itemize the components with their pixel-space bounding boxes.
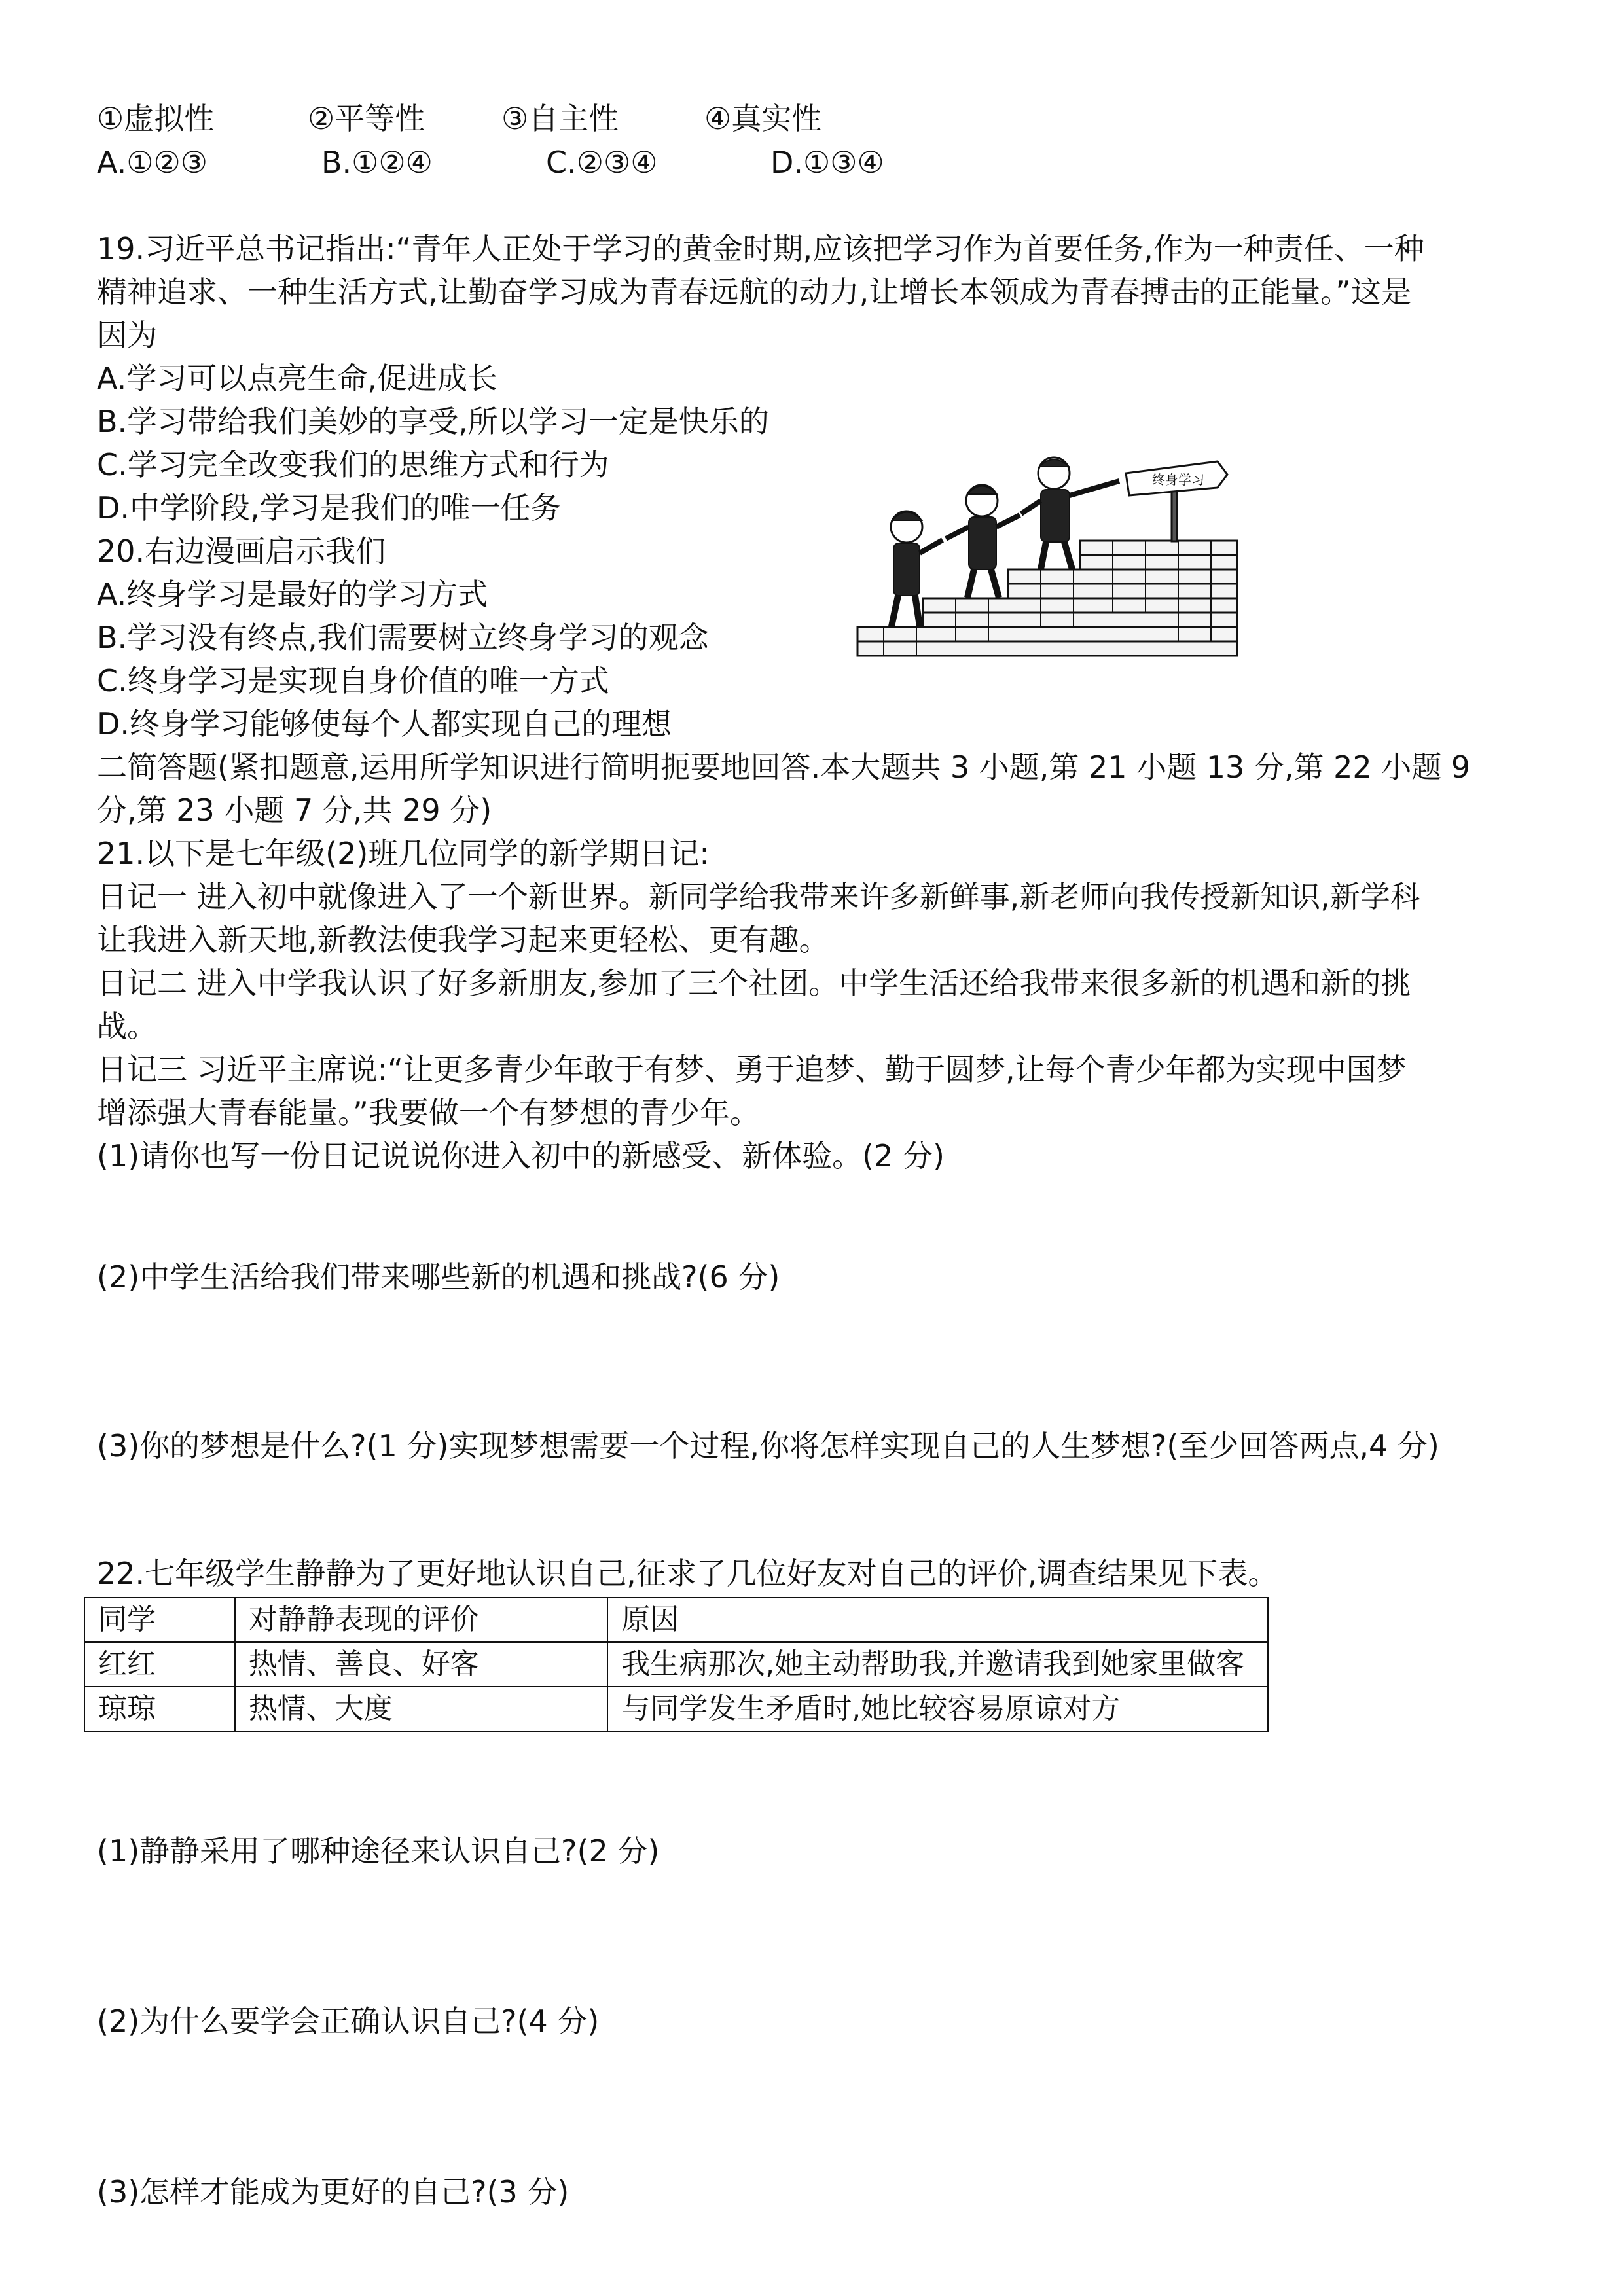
q21-diary-line-6: 增添强大青春能量。”我要做一个有梦想的青少年。	[97, 1095, 760, 1130]
q21-sub1: (1)请你也写一份日记说说你进入初中的新感受、新体验。(2 分)	[97, 1138, 945, 1174]
q18-option-d: D.①③④	[770, 145, 884, 180]
table-cell: 琼琼	[84, 1687, 235, 1731]
q19-option-b: B.学习带给我们美妙的享受,所以学习一定是快乐的	[97, 404, 769, 439]
q20-stem: 20.右边漫画启示我们	[97, 533, 386, 569]
q18-statement-1: ①虚拟性	[97, 101, 215, 136]
table-header-row	[84, 1598, 1268, 1642]
q21-diary-line-1: 日记一 进入初中就像进入了一个新世界。新同学给我带来许多新鲜事,新老师向我传授新知识,新学科	[97, 879, 1420, 914]
q18-option-b: B.①②④	[321, 145, 433, 180]
q22-sub1: (1)静静采用了哪种途径来认识自己?(2 分)	[97, 1833, 660, 1869]
table-cell: 热情、善良、好客	[235, 1642, 607, 1687]
q22-intro: 22.七年级学生静静为了更好地认识自己,征求了几位好友对自己的评价,调查结果见下表。	[97, 1556, 1278, 1591]
q20-option-d: D.终身学习能够使每个人都实现自己的理想	[97, 706, 672, 742]
q18-statement-3: ③自主性	[501, 101, 619, 136]
signpost	[1126, 461, 1227, 541]
q22-sub3: (3)怎样才能成为更好的自己?(3 分)	[97, 2174, 569, 2210]
q21-diary-line-4: 战。	[97, 1009, 157, 1044]
table-cell: 热情、大度	[235, 1687, 607, 1731]
q19-option-d: D.中学阶段,学习是我们的唯一任务	[97, 490, 561, 526]
q21-diary-line-2: 让我进入新天地,新教法使我学习起来更轻松、更有趣。	[97, 922, 829, 958]
q21-diary-line-5: 日记三 习近平主席说:“让更多青少年敢于有梦、勇于追梦、勤于圆梦,让每个青少年都为实现中国梦	[97, 1052, 1407, 1087]
table-cell: 与同学发生矛盾时,她比较容易原谅对方	[607, 1687, 1268, 1731]
q18-statement-2: ②平等性	[308, 101, 425, 136]
section2-line-2: 分,第 23 小题 7 分,共 29 分)	[97, 793, 492, 828]
table-cell: 红红	[84, 1642, 235, 1687]
section2-line-1: 二简答题(紧扣题意,运用所学知识进行简明扼要地回答.本大题共 3 小题,第 21 小题 13 分,第 22 小题 9	[97, 749, 1471, 785]
table-cell: 我生病那次,她主动帮助我,并邀请我到她家里做客	[607, 1642, 1268, 1687]
q21-sub3: (3)你的梦想是什么?(1 分)实现梦想需要一个过程,你将怎样实现自己的人生梦想?(至少回答两点,4 分)	[97, 1428, 1439, 1463]
q20-option-c: C.终身学习是实现自身价值的唯一方式	[97, 663, 609, 698]
q21-intro: 21.以下是七年级(2)班几位同学的新学期日记:	[97, 836, 710, 871]
q18-option-a: A.①②③	[97, 145, 208, 180]
q19-stem-line-3: 因为	[97, 317, 157, 353]
q20-option-a: A.终身学习是最好的学习方式	[97, 577, 488, 612]
lifelong-learning-cartoon	[844, 455, 1244, 664]
q19-stem-line-1: 19.习近平总书记指出:“青年人正处于学习的黄金时期,应该把学习作为首要任务,作为一种责任、一种	[97, 231, 1424, 266]
q18-option-c: C.②③④	[546, 145, 658, 180]
q19-option-a: A.学习可以点亮生命,促进成长	[97, 361, 497, 396]
signpost-label: 终身学习	[1152, 472, 1204, 488]
q21-diary-line-3: 日记二 进入中学我认识了好多新朋友,参加了三个社团。中学生活还给我带来很多新的机遇和新的挑	[97, 965, 1411, 1001]
q19-stem-line-2: 精神追求、一种生活方式,让勤奋学习成为青春远航的动力,让增长本领成为青春搏击的正能量。”这是	[97, 274, 1412, 310]
table-row	[84, 1687, 1268, 1731]
q20-option-b: B.学习没有终点,我们需要树立终身学习的观念	[97, 620, 709, 655]
evaluation-table	[84, 1597, 1269, 1732]
q22-sub2: (2)为什么要学会正确认识自己?(4 分)	[97, 2003, 600, 2039]
q18-statement-4: ④真实性	[704, 101, 822, 136]
q19-option-c: C.学习完全改变我们的思维方式和行为	[97, 447, 609, 482]
table-row	[84, 1642, 1268, 1687]
table-header-cell: 原因	[607, 1598, 1268, 1642]
table-header-cell: 同学	[84, 1598, 235, 1642]
q21-sub2: (2)中学生活给我们带来哪些新的机遇和挑战?(6 分)	[97, 1259, 780, 1295]
table-header-cell: 对静静表现的评价	[235, 1598, 607, 1642]
